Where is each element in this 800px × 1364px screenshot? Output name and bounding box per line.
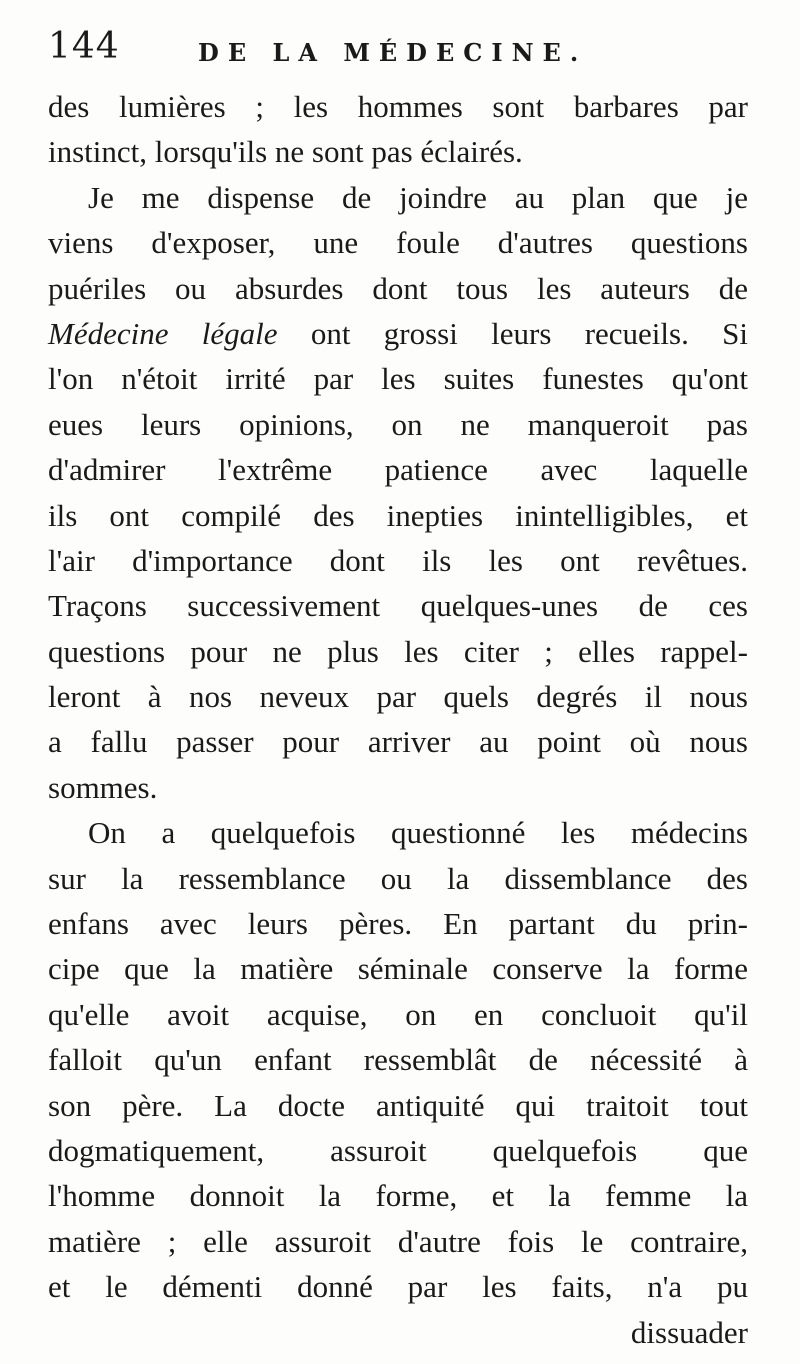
text-line: instinct, lorsqu'ils ne sont pas éclairés. [48, 134, 523, 170]
text-line: d'admirer l'extrême patience avec laquelle [48, 452, 748, 488]
italic-term: Médecine légale [48, 315, 278, 351]
text-line: qu'elle avoit acquise, on en concluoit qu'il [48, 996, 748, 1032]
text-line: matière ; elle assuroit d'autre fois le contraire, [48, 1223, 748, 1259]
text-line: puériles ou absurdes dont tous les auteurs de [48, 270, 748, 306]
page-number: 144 [48, 26, 120, 67]
text-line: et le démenti donné par les faits, n'a pu [48, 1269, 748, 1305]
text-line: enfans avec leurs pères. En partant du prin- [48, 906, 748, 942]
text-line: l'homme donnoit la forme, et la femme la [48, 1178, 748, 1214]
text-line: falloit qu'un enfant ressemblât de nécessité à [48, 1042, 748, 1078]
text-line: l'air d'importance dont ils les ont revêtues. [48, 542, 748, 578]
catchword: dissuader [630, 1314, 748, 1350]
text-line: sur la ressemblance ou la dissemblance des [48, 860, 748, 896]
running-title: DE LA MÉDECINE. [198, 38, 588, 67]
text-line: Traçons successivement quelques-unes de ces [48, 588, 748, 624]
text-line: questions pour ne plus les citer ; elles rappel- [48, 633, 748, 669]
text-line: dogmatiquement, assuroit quelquefois que [48, 1132, 748, 1168]
text-line: sommes. [48, 769, 158, 805]
text-line: On a quelquefois questionné les médecins [88, 815, 748, 851]
text-line: l'on n'étoit irrité par les suites funestes qu'ont [48, 361, 748, 397]
text-line: Je me dispense de joindre au plan que je [88, 179, 748, 215]
body-text [48, 84, 748, 1355]
text-line: des lumières ; les hommes sont barbares par [48, 89, 748, 124]
text-line-continuation: ont grossi leurs recueils. Si [277, 315, 748, 351]
text-line: a fallu passer pour arriver au point où nous [48, 724, 748, 760]
text-line: cipe que la matière séminale conserve la forme [48, 951, 748, 987]
text-line: leront à nos neveux par quels degrés il nous [48, 679, 748, 715]
text-line: son père. La docte antiquité qui traitoit tout [48, 1087, 748, 1123]
text-line: eues leurs opinions, on ne manqueroit pas [48, 406, 748, 442]
text-line: ils ont compilé des inepties inintelligibles, et [48, 497, 748, 533]
page-header [48, 22, 748, 82]
text-line: viens d'exposer, une foule d'autres questions [48, 225, 748, 261]
text-line [48, 311, 748, 356]
